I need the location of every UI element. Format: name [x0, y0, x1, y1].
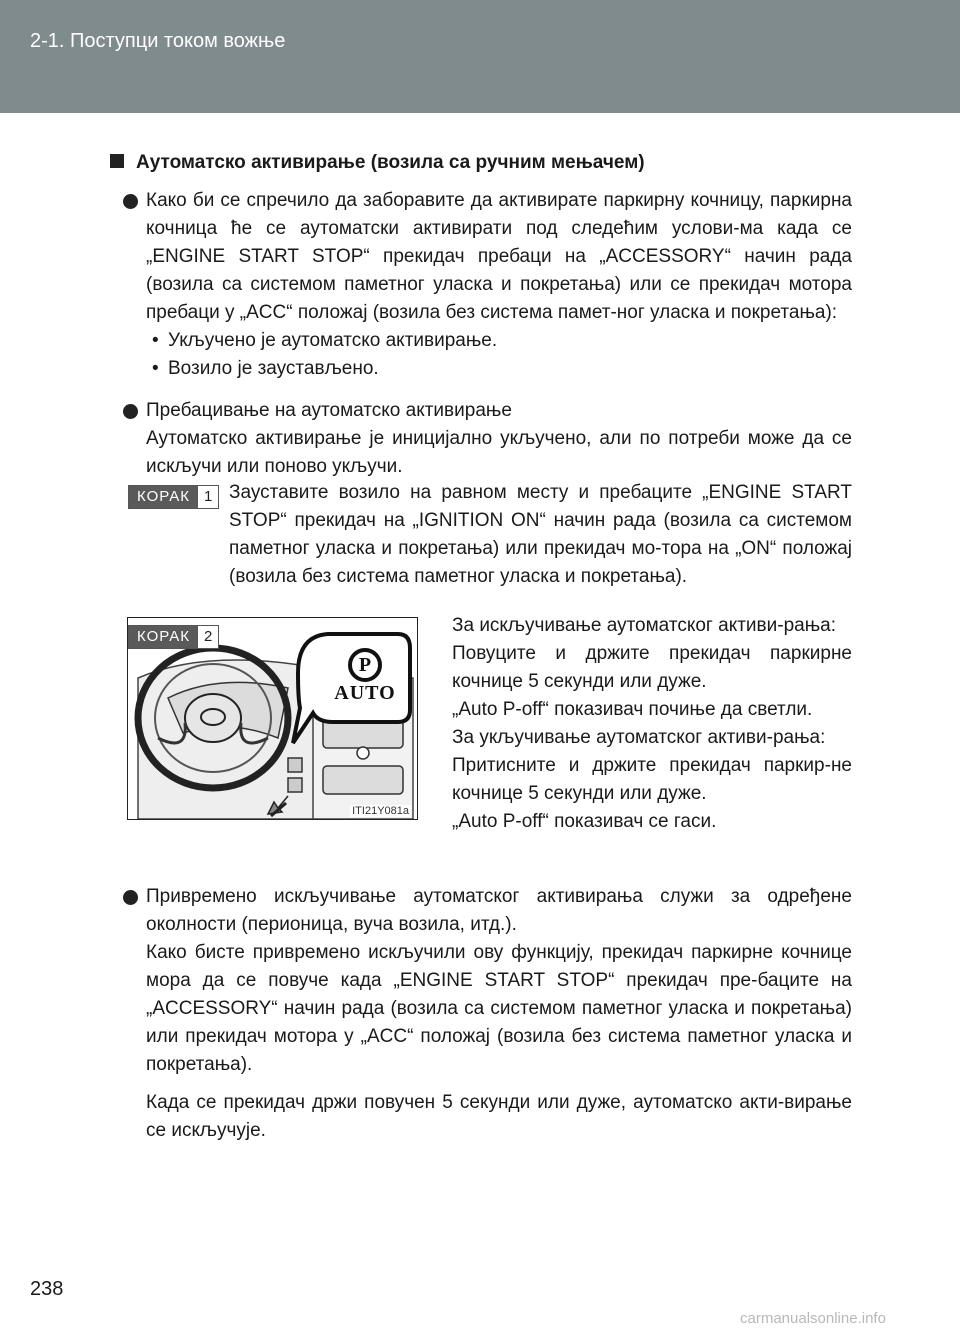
page-header-bar [0, 0, 960, 113]
page-number: 238 [30, 1278, 64, 1300]
icon-letter: P [358, 654, 372, 676]
bullet-text: Како би се спречило да заборавите да активирате паркирну кочницу, паркирна кочница ће се аутоматски активирати под следећим услови-ма када се „ENGINE START STOP“ прекидач пребаци на „ACCESSORY“ начин рада (возила са системом паметног уласка и покретања) или се прекидач мотора пребаци у „ACC“ положај (возила без система памет-ног уласка и покретања): [146, 190, 852, 323]
bullet-title: Пребацивање на аутоматско активирање [146, 400, 512, 421]
step-1-text-block [229, 479, 852, 591]
circle-bullet-icon [123, 890, 138, 905]
section-title-text: Аутоматско активирање (возила са ручним мењачем) [136, 152, 645, 173]
circle-bullet-icon [123, 194, 138, 209]
bullet-text: Када се прекидач држи повучен 5 секунди или дуже, аутоматско акти-вирање се искључује. [146, 1092, 852, 1141]
step-2-line: „Auto P-off“ показивач се гаси. [452, 811, 717, 832]
list-item-text: Возило је заустављено. [168, 358, 379, 379]
step-2-text-block [452, 612, 852, 836]
step-2-line: „Auto P-off“ показивач почиње да светли. [452, 699, 813, 720]
figure-code: ITI21Y081a [352, 805, 409, 817]
icon-text: AUTO [334, 682, 396, 704]
section-header: 2-1. Поступци током вожње [30, 30, 286, 52]
bullet-text: Како бисте привремено искључили ову функцију, прекидач паркирне кочнице мора да се повуче када „ENGINE START STOP“ прекидач пре-баците на „ACCESSORY“ начин рада (возила са системом паметног уласка и покретања) или прекидач мотора у „ACC“ положај (возила без система паметног уласка и покретања). [146, 942, 852, 1075]
square-bullet-icon [110, 154, 124, 168]
step-2-badge [128, 625, 219, 649]
step-2-line: Повуците и држите прекидач паркирне кочнице 5 секунди или дуже. [452, 643, 852, 692]
step-2-line: Притисните и држите прекидач паркир-не кочнице 5 секунди или дуже. [452, 755, 852, 804]
bullet-auto-activation [146, 187, 852, 383]
watermark: carmanualsonline.info [740, 1310, 886, 1327]
list-item: • Возило је заустављено. [152, 358, 379, 379]
auto-p-icon [333, 648, 397, 712]
step-1-badge [128, 485, 219, 509]
bullet-text: Привремено искључивање аутоматског активирања служи за одређене околности (перионица, вуча возила, итд.). [146, 886, 852, 935]
list-item-text: Укључено је аутоматско активирање. [168, 330, 498, 351]
step-number: 2 [198, 626, 218, 648]
step-2-line: За искључивање аутоматског активи-рања: [452, 615, 836, 636]
step-1-text: Зауставите возило на равном месту и пребаците „ENGINE START STOP“ прекидач на „IGNITION ON“ начин рада (возила са системом паметног уласка и покретања) или прекидач мо-тора на „ON“ положај (возила без система паметног уласка и покретања). [229, 482, 852, 587]
step-label: КОРАК [129, 626, 198, 648]
list-item: • Укључено је аутоматско активирање. [152, 330, 498, 351]
step-label: КОРАК [129, 486, 198, 508]
section-title [110, 152, 645, 174]
bullet-temporary-disable [146, 883, 852, 1145]
circle-bullet-icon [123, 404, 138, 419]
step-2-line: За укључивање аутоматског активи-рања: [452, 727, 826, 748]
step-number: 1 [198, 486, 218, 508]
bullet-text: Аутоматско активирање је иницијално укључено, али по потреби може да се искључи или поново укључи. [146, 428, 852, 477]
bullet-switch-auto [146, 397, 852, 481]
